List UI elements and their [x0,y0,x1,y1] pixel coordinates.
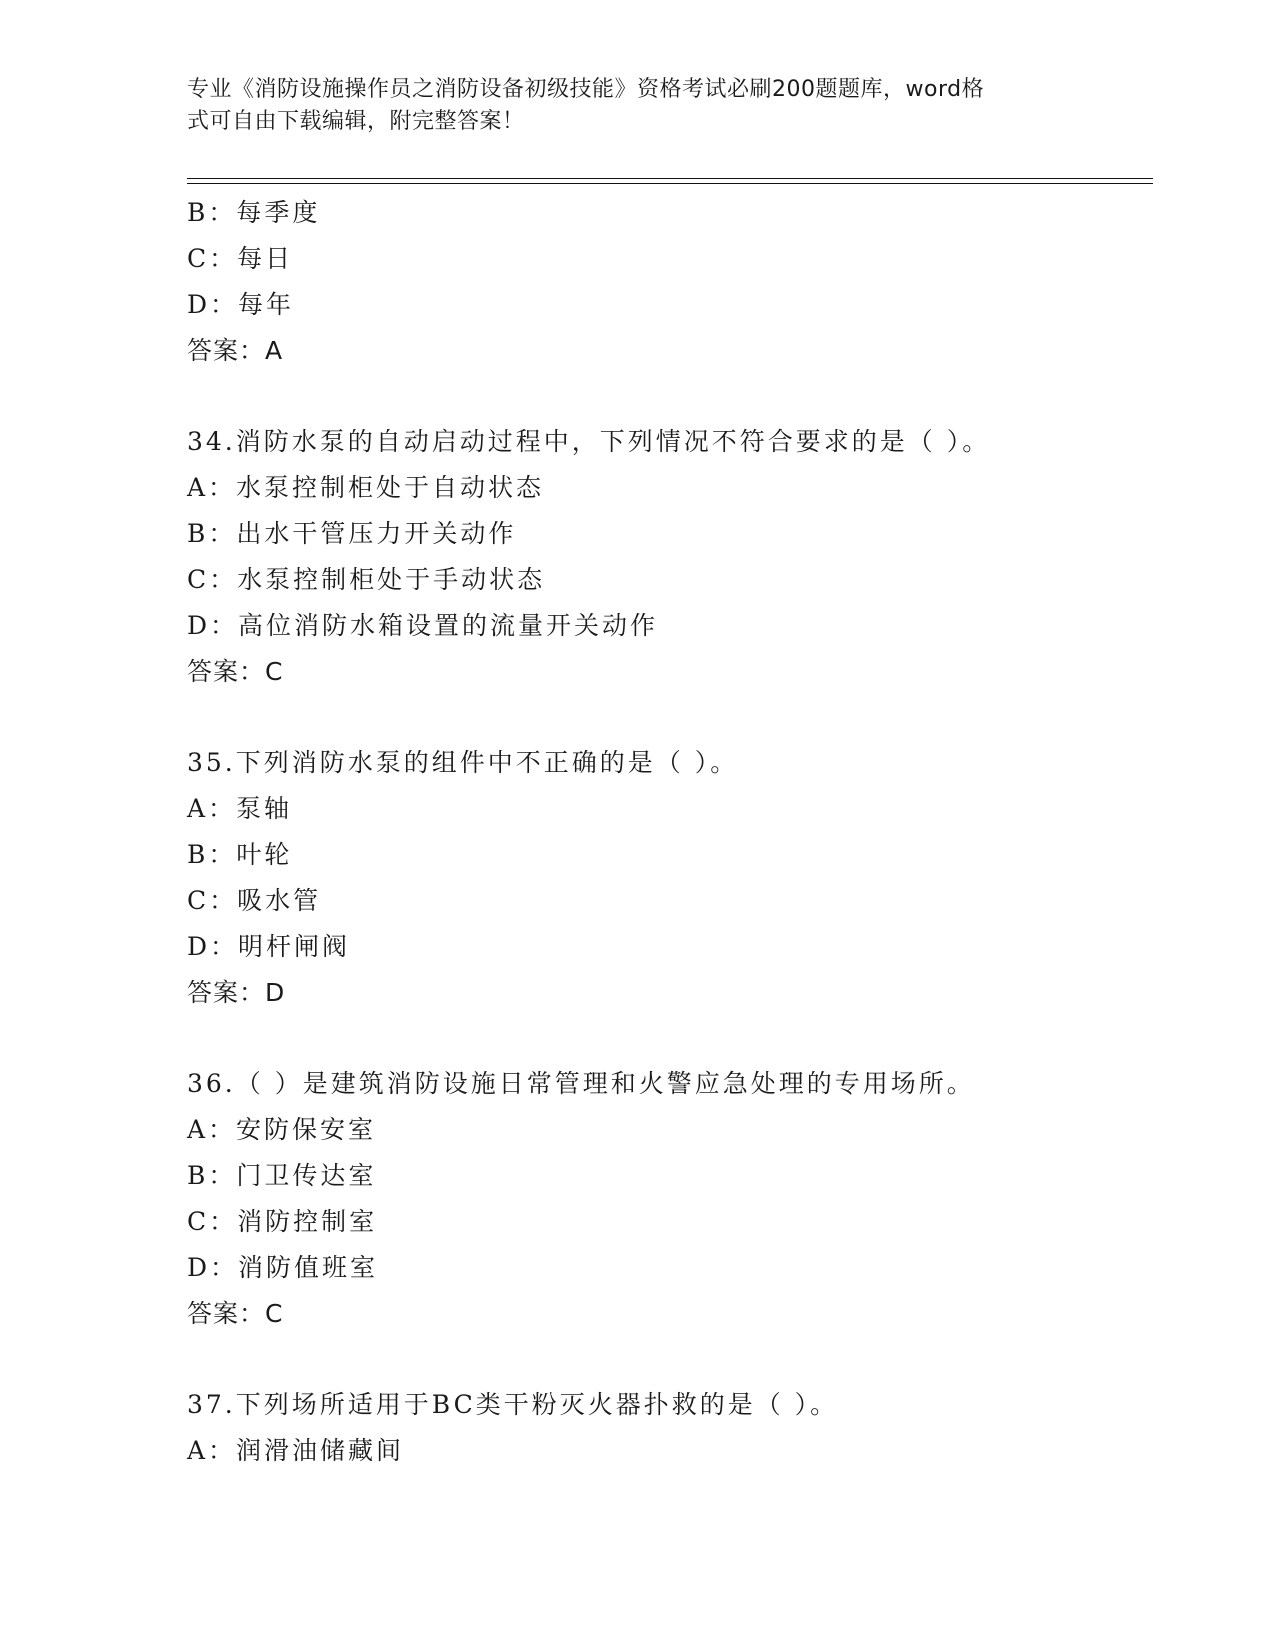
option-c: C：消防控制室 [187,1207,378,1236]
answer-line: 答案：C [187,1299,284,1328]
option-c: C：水泵控制柜处于手动状态 [187,565,546,594]
answer-line: 答案：A [187,336,284,365]
question-34 [187,419,1147,695]
question-35 [187,740,1147,1016]
option-a: A：水泵控制柜处于自动状态 [187,473,545,502]
answer-line: 答案：D [187,978,286,1007]
option-d: D：消防值班室 [187,1253,379,1282]
option-d: D：高位消防水箱设置的流量开关动作 [187,611,659,640]
question-continued [187,190,1147,374]
question-title: 34.消防水泵的自动启动过程中，下列情况不符合要求的是（ ）。 [187,427,991,456]
question-title: 37.下列场所适用于BC类干粉灭火器扑救的是（ ）。 [187,1390,839,1419]
option-c: C：吸水管 [187,886,322,915]
option-b: B：门卫传达室 [187,1161,377,1190]
header-line-2: 式可自由下载编辑，附完整答案！ [187,109,525,134]
question-title: 36.（ ）是建筑消防设施日常管理和火警应急处理的专用场所。 [187,1069,975,1098]
option-a: A：泵轴 [187,794,293,823]
option-a: A：润滑油储藏间 [187,1436,405,1465]
option-d: D：明杆闸阀 [187,932,351,961]
option-b: B：每季度 [187,198,321,227]
question-37 [187,1382,1147,1474]
option-b: B：叶轮 [187,840,293,869]
answer-line: 答案：C [187,657,284,686]
header-divider [187,178,1153,184]
option-a: A：安防保安室 [187,1115,377,1144]
document-header [187,74,1067,138]
option-d: D：每年 [187,290,295,319]
option-c: C：每日 [187,244,294,273]
question-title: 35.下列消防水泵的组件中不正确的是（ ）。 [187,748,739,777]
question-list [187,190,1147,1474]
option-b: B：出水干管压力开关动作 [187,519,517,548]
header-line-1: 专业《消防设施操作员之消防设备初级技能》资格考试必刷200题题库，word格 [187,77,985,102]
question-36 [187,1061,1147,1337]
